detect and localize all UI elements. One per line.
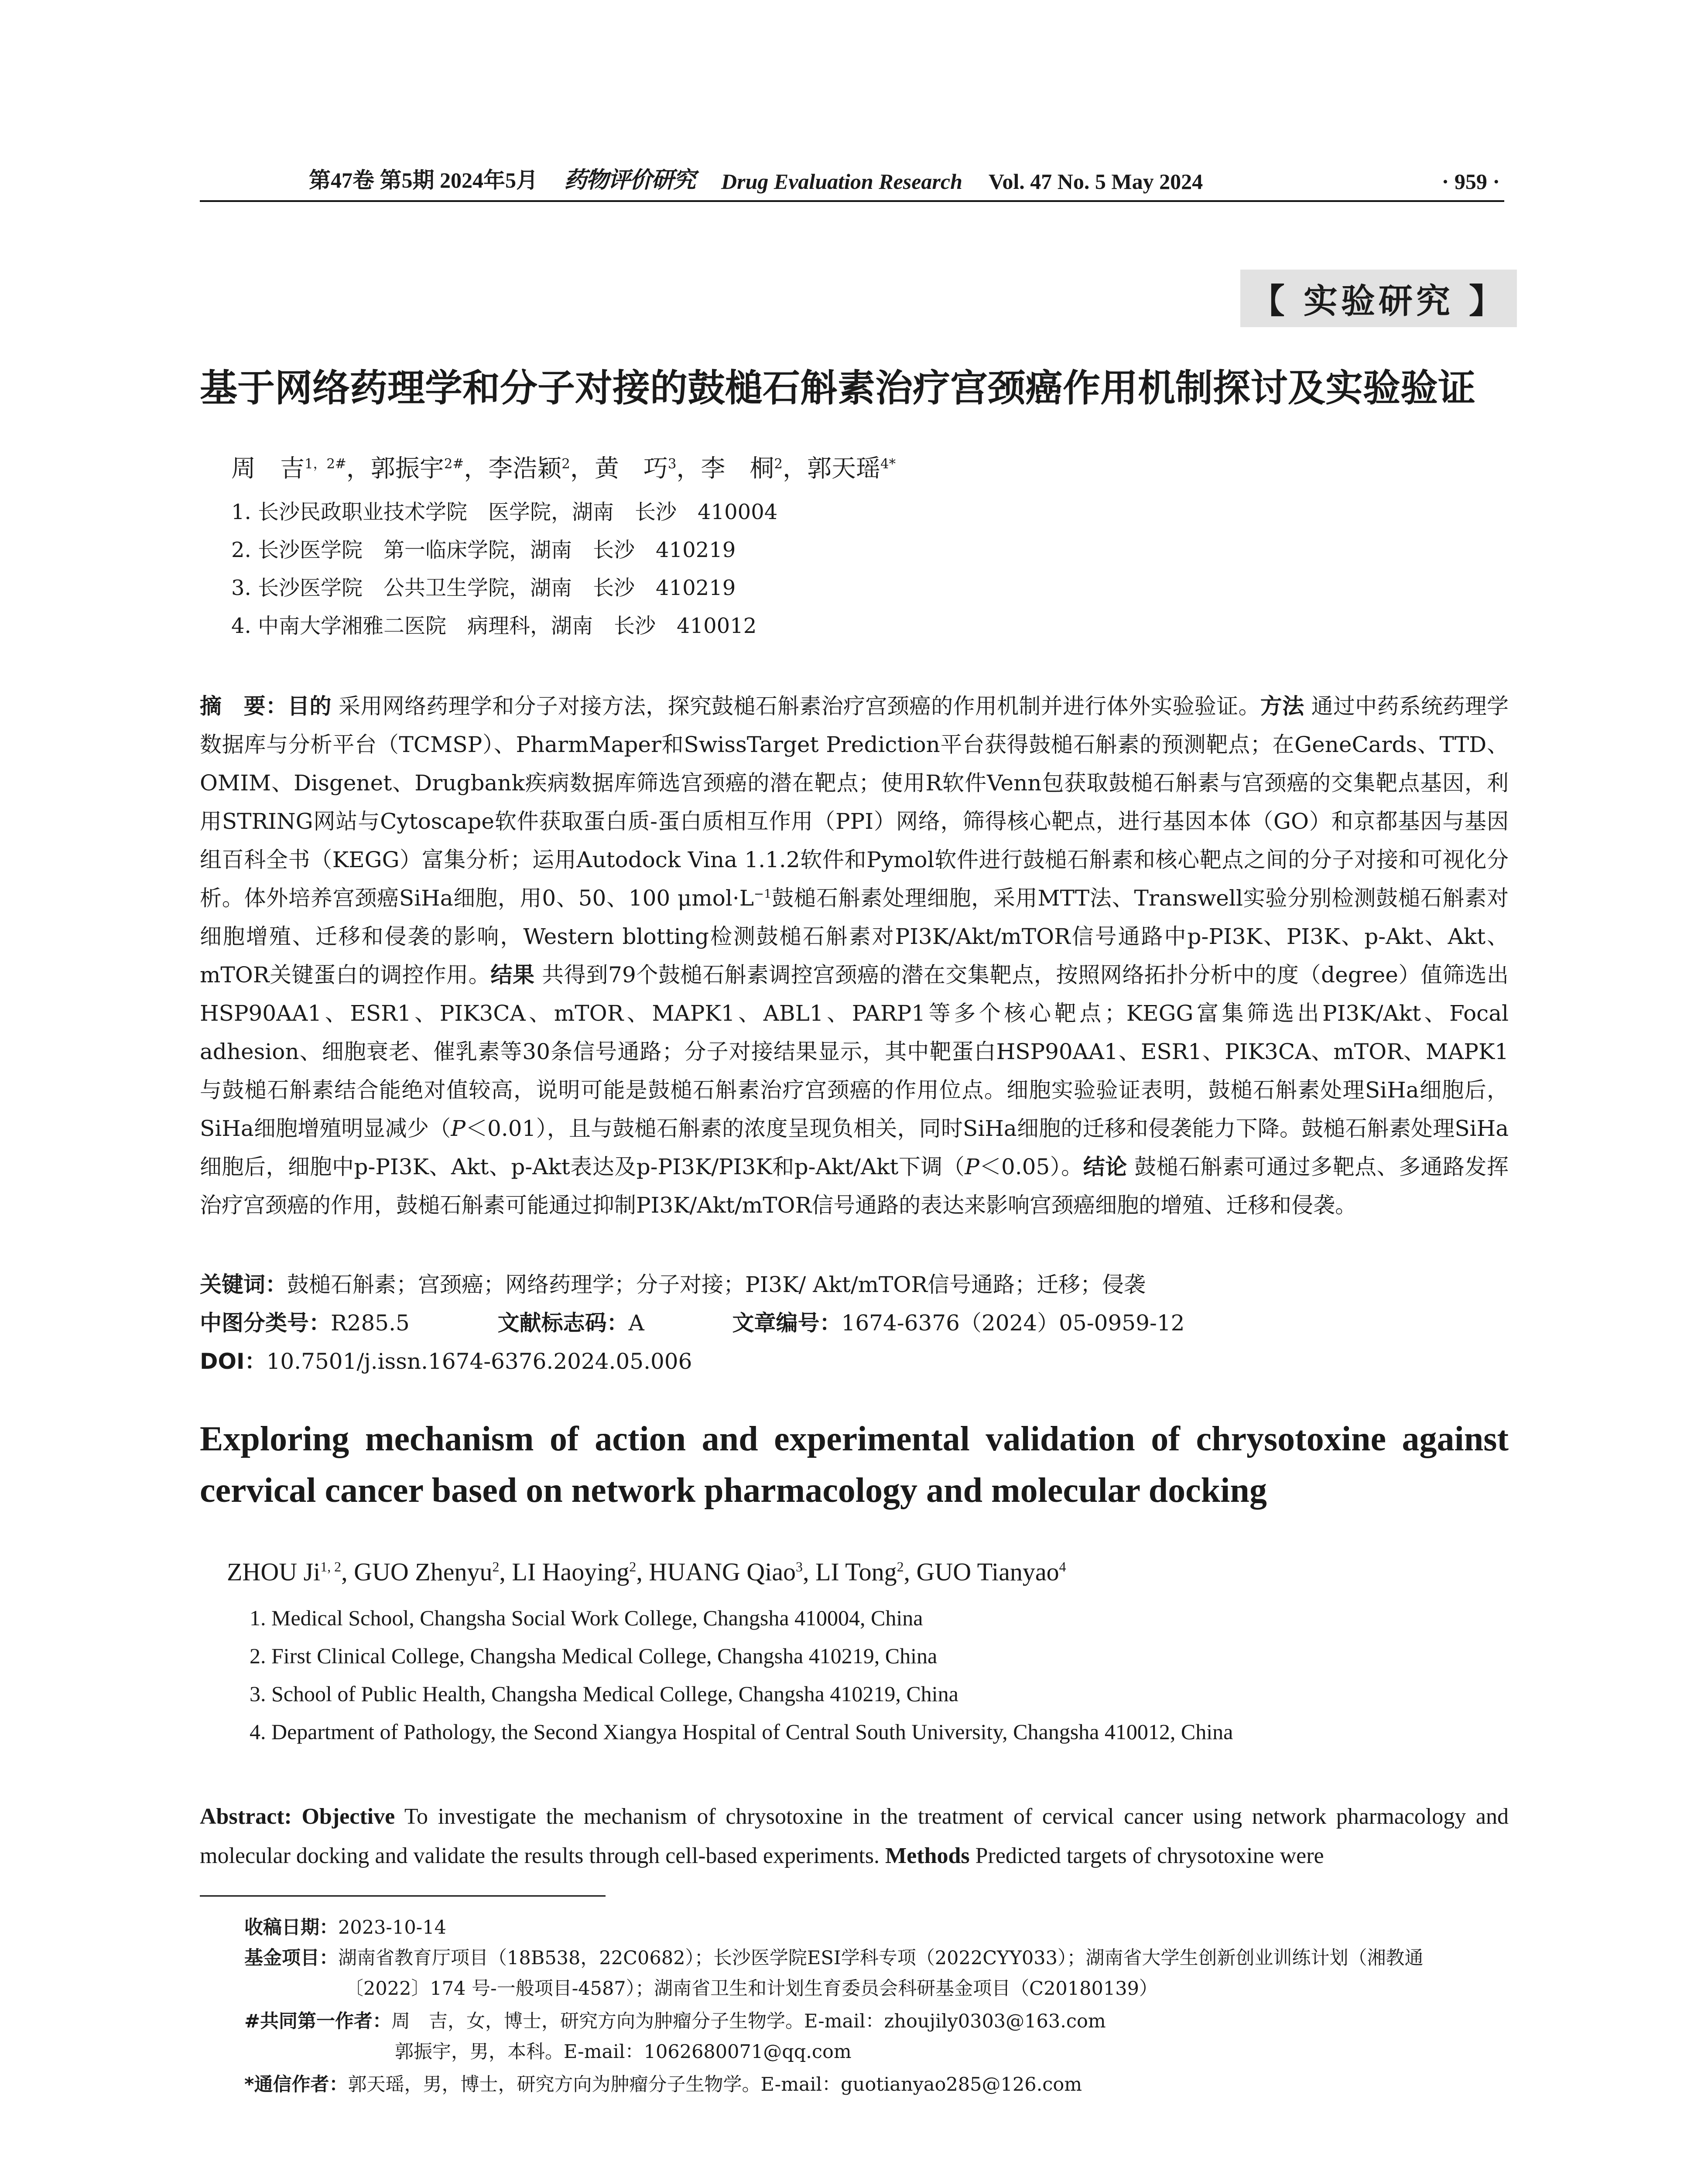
methods-text-en: Predicted targets of chrysotoxine were bbox=[975, 1843, 1324, 1868]
unit-superscript: −1 bbox=[754, 887, 772, 901]
doi-label: DOI： bbox=[200, 1349, 267, 1374]
methods-label-en: Methods bbox=[885, 1843, 970, 1868]
article-number-value: 1674-6376（2024）05-0959-12 bbox=[841, 1310, 1185, 1336]
author-cn: 郭天瑶 bbox=[807, 455, 881, 483]
author-list-cn: 周 吉$^{1,2\#}$，郭振宇$^{2\#}$，李浩颖$^2$，黄 巧$^3$，李 桐$^2$，郭天瑶$^{4*}$ bbox=[231, 455, 896, 483]
author-affiliation-mark: 2# bbox=[444, 456, 464, 472]
methods-text: 通过中药系统药理学数据库与分析平台（TCMSP）、PharmMaper和SwissTarget Prediction平台获得鼓槌石斛素的预测靶点；在GeneCards、TTD、OMIM、Disgenet、Drugbank疾病数据库筛选宫颈癌的潜在靶点；使用R软件Venn包获取鼓槌石斛素与宫颈癌的交集靶点基因，利用STRING网站与Cytoscape软件获取蛋白质-蛋白质相互作用（PPI）网络，筛得核心靶点，进行基因本体（GO）和京都基因与基因组百科全书（KEGG）富集分析；运用Autodock Vina 1.1.2软件和Pymol软件进行鼓槌石斛素和核心靶点之间的分子对接和可视化分析。体外培养宫颈癌SiHa细胞，用0、50、100 μmol·L bbox=[200, 694, 1509, 911]
corresponding-text: 郭天瑶，男，博士，研究方向为肿瘤分子生物学。E-mail：guotianyao285@126.com bbox=[348, 2074, 1082, 2096]
footnote-cofirst-author bbox=[244, 2007, 1509, 2036]
objective-text-en: To investigate the mechanism of chrysotoxine in the treatment of cervical cancer using network pharmacology and molecular docking and validate the results through cell-based experiments. bbox=[200, 1804, 1509, 1868]
doc-code-label: 文献标志码： bbox=[497, 1310, 629, 1336]
results-text: 共得到79个鼓槌石斛素调控宫颈癌的潜在交集靶点，按照网络拓扑分析中的度（degree）值筛选出HSP90AA1、ESR1、PIK3CA、mTOR、MAPK1、ABL1、PARP1等多个核心靶点；KEGG富集筛选出PI3K/Akt、Focal adhesion、细胞衰老、催乳素等30条信号通路；分子对接结果显示，其中靶蛋白HSP90AA1、ESR1、PIK3CA、mTOR、MAPK1与鼓槌石斛素结合能绝对值较高，说明可能是鼓槌石斛素治疗宫颈癌的作用位点。细胞实验验证表明，鼓槌石斛素处理SiHa细胞后，SiHa细胞增殖明显减少（ bbox=[200, 962, 1509, 1141]
clc-label: 中图分类号： bbox=[200, 1310, 331, 1336]
author-en: LI Tong bbox=[815, 1558, 897, 1586]
results-label: 结果 bbox=[490, 962, 535, 988]
footnote-fund-continued: 〔2022〕174 号-一般项目-4587）；湖南省卫生和计划生育委员会科研基金项目（C20180139） bbox=[345, 1978, 1158, 2000]
doi-line bbox=[200, 1344, 1509, 1375]
received-label: 收稿日期： bbox=[244, 1917, 338, 1938]
author-affiliation-mark: 4 bbox=[1059, 1559, 1066, 1575]
author-affiliation-mark: 2 bbox=[492, 1559, 500, 1575]
results-text: ＜0.05）。 bbox=[979, 1154, 1083, 1179]
author-cn: 周 吉 bbox=[231, 455, 305, 483]
methods-text: 鼓槌石斛素处理细胞，采用MTT法、Transwell实验分别检测鼓槌石斛素对细胞增殖、迁移和侵袭的影响，Western blotting检测鼓槌石斛素对PI3K/Akt/mTOR信号通路中p-PI3K、PI3K、p-Akt、Akt、mTOR关键蛋白的调控作用。 bbox=[200, 885, 1509, 988]
conclusion-text: 鼓槌石斛素可通过多靶点、多通路发挥治疗宫颈癌的作用，鼓槌石斛素可能通过抑制PI3K/Akt/mTOR信号通路的表达来影响宫颈癌细胞的增殖、迁移和侵袭。 bbox=[200, 1154, 1509, 1218]
article-title-cn: 基于网络药理学和分子对接的鼓槌石斛素治疗宫颈癌作用机制探讨及实验验证 bbox=[200, 366, 1475, 410]
article-number-label: 文章编号： bbox=[732, 1310, 842, 1336]
header-volume-en: Vol. 47 No. 5 May 2024 bbox=[988, 169, 1203, 194]
section-tag: 【 实验研究 】 bbox=[1240, 270, 1517, 327]
article-title-en: Exploring mechanism of action and experimental validation of chrysotoxine against cervical cancer based on network pharmacology and molecular docking bbox=[200, 1420, 1509, 1510]
author-affiliation-mark: 3 bbox=[667, 456, 677, 472]
affiliation-cn: 3. 长沙医学院 公共卫生学院，湖南 长沙 410219 bbox=[231, 576, 736, 600]
abstract-en bbox=[200, 1797, 1509, 1876]
clc-value: R285.5 bbox=[331, 1310, 410, 1336]
author-cn: 黄 巧 bbox=[594, 455, 668, 483]
author-affiliation-mark: 2 bbox=[629, 1559, 637, 1575]
abstract-objective-label: Abstract: Objective bbox=[200, 1804, 395, 1829]
author-affiliation-mark: 2 bbox=[897, 1559, 904, 1575]
footnote-corresponding-author bbox=[244, 2070, 1509, 2099]
author-cn: 郭振宇 bbox=[370, 455, 444, 483]
cofirst-label: #共同第一作者： bbox=[244, 2010, 392, 2032]
author-en: GUO Tianyao bbox=[916, 1558, 1059, 1586]
p-value-symbol: P bbox=[451, 1116, 466, 1141]
journal-logo-cn: 药物评价研究 bbox=[564, 167, 695, 193]
abstract-label: 摘 要： bbox=[200, 694, 288, 719]
journal-name-en: Drug Evaluation Research bbox=[721, 169, 962, 194]
author-affiliation-mark: 4* bbox=[880, 456, 896, 472]
objective-text: 采用网络药理学和分子对接方法，探究鼓槌石斛素治疗宫颈癌的作用机制并进行体外实验验证。 bbox=[339, 694, 1260, 719]
affiliation-cn: 4. 中南大学湘雅二医院 病理科，湖南 长沙 410012 bbox=[231, 614, 757, 638]
author-affiliation-mark: 2 bbox=[774, 456, 783, 472]
author-list-en: ZHOU Ji$^{1, 2}$, GUO Zhenyu$^2$, LI Haoying$^2$, HUANG Qiao$^3$, LI Tong$^2$, GUO Tianyao$^4$ bbox=[227, 1558, 1066, 1586]
classification-line bbox=[200, 1306, 1509, 1337]
affiliation-en: 3. School of Public Health, Changsha Medical College, Changsha 410219, China bbox=[250, 1682, 958, 1706]
author-affiliation-mark: 3 bbox=[796, 1559, 803, 1575]
affiliation-cn: 2. 长沙医学院 第一临床学院，湖南 长沙 410219 bbox=[231, 538, 736, 562]
author-affiliation-mark: 1，2# bbox=[305, 456, 346, 472]
header-left bbox=[200, 161, 1203, 194]
results-text: ＜0.01），且与鼓槌石斛素的浓度呈现负相关，同时SiHa细胞的迁移和侵袭能力下降。鼓槌石斛素处理SiHa细胞后，细胞中p-PI3K、Akt、p-Akt表达及p-PI3K/PI3K和p-Akt/Akt下调（ bbox=[200, 1116, 1509, 1179]
header-volume-cn: 第47卷 第5期 2024年5月 bbox=[309, 168, 538, 192]
objective-label: 目的 bbox=[288, 694, 332, 719]
affiliation-en: 1. Medical School, Changsha Social Work College, Changsha 410004, China bbox=[250, 1606, 923, 1630]
keywords-cn bbox=[200, 1267, 1509, 1299]
author-en: LI Haoying bbox=[512, 1558, 630, 1586]
methods-label: 方法 bbox=[1260, 694, 1304, 719]
fund-label: 基金项目： bbox=[244, 1947, 338, 1969]
doi-value: 10.7501/j.issn.1674-6376.2024.05.006 bbox=[266, 1349, 692, 1374]
affiliation-cn: 1. 长沙民政职业技术学院 医学院，湖南 长沙 410004 bbox=[231, 500, 778, 524]
author-affiliation-mark: 1, 2 bbox=[320, 1559, 342, 1575]
received-date: 2023-10-14 bbox=[338, 1917, 446, 1938]
footnote-cofirst-author-2: 郭振宇，男，本科。E-mail：1062680071@qq.com bbox=[395, 2041, 852, 2063]
author-en: GUO Zhenyu bbox=[354, 1558, 493, 1586]
p-value-symbol: P bbox=[965, 1154, 979, 1179]
author-en: ZHOU Ji bbox=[227, 1558, 321, 1586]
footnote-fund bbox=[244, 1943, 1509, 1973]
author-en: HUANG Qiao bbox=[649, 1558, 796, 1586]
doc-code-value: A bbox=[628, 1310, 644, 1336]
author-cn: 李浩颖 bbox=[488, 455, 562, 483]
fund-text: 湖南省教育厅项目（18B538，22C0682）；长沙医学院ESI学科专项（2022CYY033）；湖南省大学生创新创业训练计划（湘教通 bbox=[338, 1947, 1424, 1969]
affiliation-en: 4. Department of Pathology, the Second Xiangya Hospital of Central South University, Changsha 410012, China bbox=[250, 1720, 1233, 1744]
running-header bbox=[200, 167, 1504, 202]
keywords-text: 鼓槌石斛素；宫颈癌；网络药理学；分子对接；PI3K/ Akt/mTOR信号通路；迁移；侵袭 bbox=[287, 1272, 1146, 1297]
author-affiliation-mark: 2 bbox=[561, 456, 570, 472]
author-cn: 李 桐 bbox=[701, 455, 774, 483]
corresponding-label: *通信作者： bbox=[244, 2074, 348, 2096]
conclusion-label: 结论 bbox=[1083, 1154, 1127, 1179]
abstract-cn bbox=[200, 687, 1509, 1224]
affiliation-en: 2. First Clinical College, Changsha Medical College, Changsha 410219, China bbox=[250, 1644, 938, 1668]
footnote-received bbox=[244, 1913, 1509, 1942]
keywords-label: 关键词： bbox=[200, 1272, 287, 1297]
footnote-divider bbox=[200, 1895, 606, 1897]
cofirst-text: 周 吉，女，博士，研究方向为肿瘤分子生物学。E-mail：zhoujily0303@163.com bbox=[391, 2010, 1106, 2032]
page-number: · 959 · bbox=[1441, 169, 1500, 194]
